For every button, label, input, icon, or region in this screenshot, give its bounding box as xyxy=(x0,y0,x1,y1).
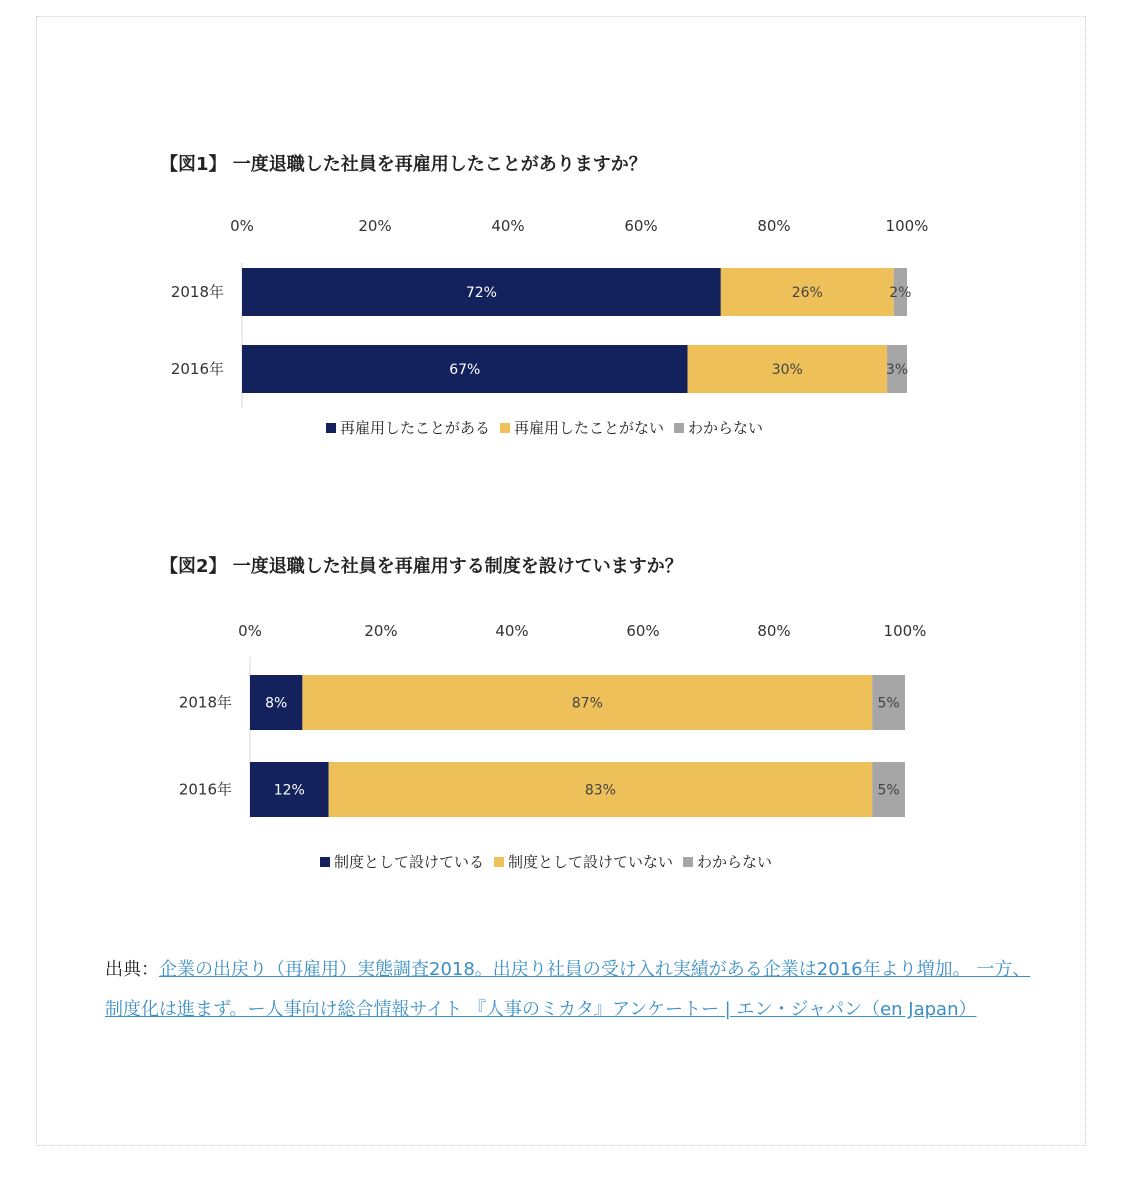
x-tick-label: 40% xyxy=(495,622,529,640)
legend-swatch xyxy=(674,423,684,433)
legend-swatch xyxy=(494,857,504,867)
legend-swatch xyxy=(320,857,330,867)
chart1 xyxy=(0,200,1140,500)
data-label: 5% xyxy=(877,695,900,712)
chart2-title: 【図2】 一度退職した社員を再雇用する制度を設けていますか？ xyxy=(160,556,683,577)
source-citation xyxy=(105,950,1035,1030)
data-label: 12% xyxy=(273,782,305,799)
x-tick-label: 0% xyxy=(238,622,262,640)
x-tick-label: 60% xyxy=(626,622,660,640)
category-label: 2016年 xyxy=(178,780,232,799)
x-tick-label: 20% xyxy=(364,622,398,640)
data-label: 72% xyxy=(465,285,497,301)
x-tick-label: 80% xyxy=(757,622,791,640)
x-tick-label: 0% xyxy=(230,217,254,235)
category-label: 2018年 xyxy=(178,693,232,712)
data-label: 67% xyxy=(449,362,481,378)
chart2 xyxy=(0,605,1140,905)
x-tick-label: 60% xyxy=(624,217,658,235)
legend-swatch xyxy=(683,857,693,867)
data-label: 26% xyxy=(791,285,823,301)
legend-swatch xyxy=(500,423,510,433)
data-label: 30% xyxy=(771,362,803,378)
source-link[interactable]: 企業の出戻り（再雇用）実態調査2018。出戻り社員の受け入れ実績がある企業は2016年より増加。 一方、制度化は進まず。ー人事向け総合情報サイト 『人事のミカタ』アンケートー | エン・ジャパン（en Japan） xyxy=(105,959,1031,1020)
legend-label: 制度として設けていない xyxy=(508,853,674,871)
source-prefix: 出典： xyxy=(105,959,159,980)
chart1-title: 【図1】 一度退職した社員を再雇用したことがありますか？ xyxy=(160,154,647,175)
data-label: 87% xyxy=(571,695,603,712)
legend-label: 制度として設けている xyxy=(334,853,485,871)
data-label: 2% xyxy=(889,285,912,301)
category-label: 2016年 xyxy=(170,360,224,378)
legend-label: わからない xyxy=(697,853,773,871)
x-tick-label: 80% xyxy=(757,217,791,235)
legend-swatch xyxy=(326,423,336,433)
x-tick-label: 100% xyxy=(885,217,929,235)
category-label: 2018年 xyxy=(170,283,224,301)
data-label: 83% xyxy=(584,782,616,799)
x-tick-label: 100% xyxy=(883,622,927,640)
legend-label: わからない xyxy=(688,419,764,437)
data-label: 8% xyxy=(265,695,288,712)
data-label: 5% xyxy=(877,782,900,799)
legend-label: 再雇用したことがある xyxy=(340,419,491,437)
x-tick-label: 20% xyxy=(358,217,392,235)
x-tick-label: 40% xyxy=(491,217,525,235)
legend-label: 再雇用したことがない xyxy=(514,419,665,437)
data-label: 3% xyxy=(885,362,909,378)
